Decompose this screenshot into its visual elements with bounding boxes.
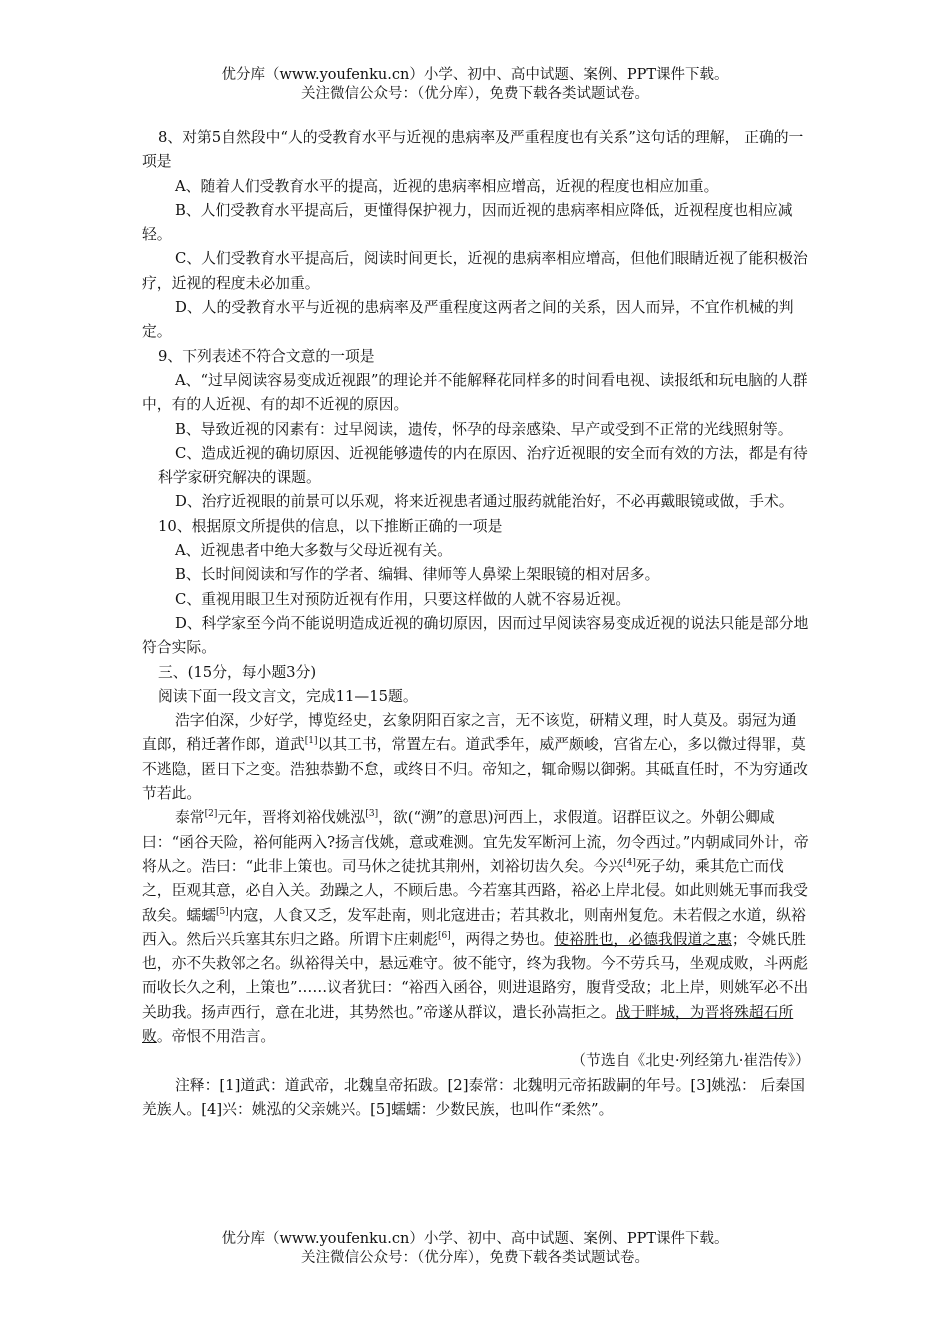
- footer-line-1: 优分库（www.youfenku.cn）小学、初中、高中试题、案例、PPT课件下载。: [221, 1231, 729, 1247]
- question-10-option-b: B、长时间阅读和写作的学者、编辑、律师等人鼻梁上架眼镜的相对居多。: [175, 566, 660, 584]
- passage-text: 内寇，人食又乏，发军赴南，则北寇进击；若其救北，则南州复危。未若假之水道，纵裕西入。然后兴兵塞其东归之路。所谓卞庄刺彪: [142, 906, 806, 948]
- question-10-stem: 10、根据原文所提供的信息，以下推断正确的一项是: [158, 517, 503, 535]
- question-9-stem: 9、下列表述不符合文意的一项是: [158, 347, 375, 365]
- header-line-1: 优分库（www.youfenku.cn）小学、初中、高中试题、案例、PPT课件下载。: [221, 67, 729, 83]
- footnote-ref: [5]: [216, 906, 229, 917]
- passage-source: （节选自《北史·列经第九·崔浩传》）: [571, 1052, 810, 1070]
- passage-text: 。帝恨不用浩言。: [156, 1027, 276, 1045]
- question-9-option-d: D、治疗近视眼的前景可以乐观，将来近视患者通过服药就能治好，不必再戴眼镜或做，手术。: [175, 493, 794, 511]
- question-9-option-a: A、“过早阅读容易变成近视跟”的理论并不能解释花同样多的时间看电视、读报纸和玩电脑的人群中，有的人近视、有的却不近视的原因。: [142, 371, 808, 414]
- passage-text: 浩字伯深，少好学，博览经史，玄象阴阳百家之言，无不该览，研精义理，时人莫及。弱冠为通直郎，稍迁著作郎，道武: [142, 712, 797, 754]
- footnote-ref: [1]: [304, 736, 318, 747]
- footnote-ref: [6]: [437, 930, 451, 941]
- passage-text: ，两得之势也。: [450, 930, 555, 948]
- passage-text: ，欲(“溯”的意思)河西上，求假道。诏群臣议之。外朝公卿咸曰：“函谷天险，裕何能两入?扬言伐姚，意或难测。宜先发军断河上流，勿令西过。”内朝咸同外计，帝将从之。浩曰：“此非上策也。司马休之徒扰其荆州，刘裕切齿久矣。今兴: [142, 809, 809, 875]
- footnotes: 注释：[1]道武：道武帝，北魏皇帝拓跋。[2]泰常：北魏明元帝拓跋嗣的年号。[3]姚泓： 后秦国羌族人。[4]兴：姚泓的父亲姚兴。[5]蠕蠕：少数民族，也叫作“柔然”。: [142, 1076, 805, 1118]
- question-9-option-b: B、导致近视的冈素有：过早阅读，遗传，怀孕的母亲感染、早产或受到不正常的光线照射等。: [175, 420, 793, 438]
- document-body: [142, 126, 810, 1122]
- question-8-option-b: B、人们受教育水平提高后，更懂得保护视力，因而近视的患病率相应降低，近视程度也相应减轻。: [142, 201, 793, 244]
- question-8-option-d: D、人的受教育水平与近视的患病率及严重程度这两者之间的关系，因人而异，不宜作机械的判定。: [142, 299, 794, 341]
- question-8-option-a: A、随着人们受教育水平的提高，近视的患病率相应增高，近视的程度也相应加重。: [175, 177, 719, 195]
- footnote-ref: [2]: [204, 809, 218, 820]
- section-3-instruction: 阅读下面一段文言文，完成11—15题。: [158, 687, 418, 705]
- question-10-option-a: A、近视患者中绝大多数与父母近视有关。: [175, 542, 453, 560]
- passage-text: 泰常: [175, 809, 205, 827]
- passage-paragraph-2: [142, 806, 810, 1049]
- page-footer: [0, 1230, 950, 1268]
- header-line-2: 关注微信公众号：（优分库），免费下载各类试题试卷。: [301, 86, 649, 102]
- underlined-sentence: 使裕胜也，必德我假道之惠: [554, 930, 732, 948]
- question-8-option-c: C、人们受教育水平提高后，阅读时间更长，近视的患病率相应增高，但他们眼睛近视了能积极治疗，近视的程度未必加重。: [142, 250, 808, 292]
- question-9-option-c: C、造成近视的确切原因、近视能够遗传的内在原因、治疗近视眼的安全而有效的方法，都是有待科学家研究解决的课题。: [158, 444, 808, 487]
- passage-text: ；令姚氏胜也，亦不失救邻之名。纵裕得关中，悬远难守。彼不能守，终为我物。今不劳兵马，坐观成败，斗两彪而收长久之利，上策也”……议者犹曰：“裕西入函谷，则进退路穷，腹背受敌；北上岸，则姚军必不出关助我。扬声西行，意在北进，其势然也。”帝遂从群议，遣长孙嵩拒之。: [142, 930, 809, 1021]
- section-3-title: 三、(15分，每小题3分): [158, 663, 317, 681]
- passage-text: 元年，晋将刘裕伐姚泓: [217, 809, 366, 827]
- question-10-option-c: C、重视用眼卫生对预防近视有作用，只要这样做的人就不容易近视。: [175, 590, 631, 608]
- passage-paragraph-1: [142, 709, 810, 806]
- footnote-ref: [3]: [365, 809, 379, 820]
- passage-text: 以其工书，常置左右。道武季年，威严颇峻，宫省左心，多以微过得罪，莫不逃隐，匿日下之变。浩独恭勤不怠，或终日不归。帝知之，辄命赐以御粥。其砥直任时，不为穷通改节若此。: [142, 736, 808, 803]
- question-10-option-d: D、科学家至今尚不能说明造成近视的确切原因，因而过早阅读容易变成近视的说法只能是部分地符合实际。: [142, 614, 809, 657]
- page-header: [0, 66, 950, 104]
- footnote-ref: [4]: [623, 857, 636, 868]
- passage-text: 死子幼，乘其危亡而伐之，臣观其意，必自入关。劲躁之人，不顾后患。今若塞其西路，裕必上岸北侵。如此则姚无事而我受敌矣。蠕蠕: [142, 857, 808, 924]
- question-8-stem: 8、对第5自然段中“人的受教育水平与近视的患病率及严重程度也有关系”这句话的理解， 正确的一项是: [142, 129, 804, 171]
- footer-line-2: 关注微信公众号：（优分库），免费下载各类试题试卷。: [301, 1250, 649, 1266]
- underlined-sentence: 战于畔城，为晋将殊超石所败: [142, 1003, 794, 1045]
